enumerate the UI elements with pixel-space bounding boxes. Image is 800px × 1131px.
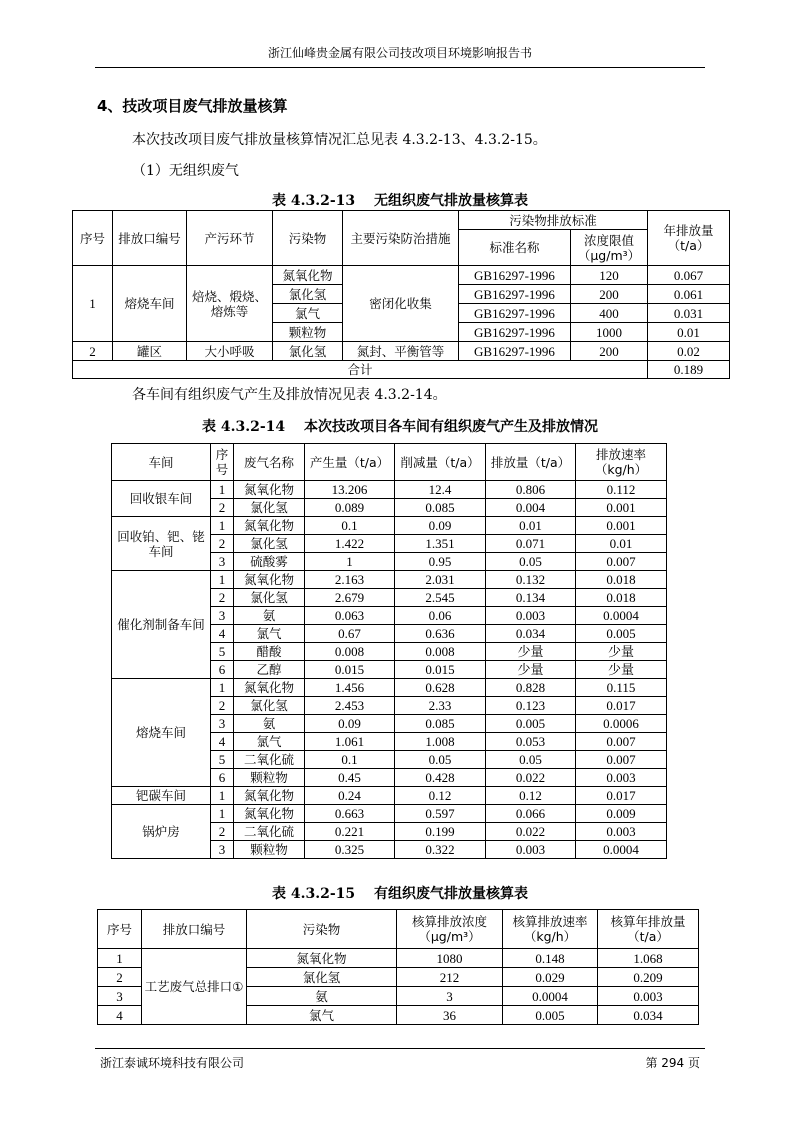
t15-pollutant: 氯化氢 bbox=[247, 968, 397, 987]
t14-seq: 1 bbox=[211, 517, 234, 535]
t13-pollutant: 氮氧化物 bbox=[273, 266, 343, 285]
t14-reduce: 1.351 bbox=[395, 535, 486, 553]
t13-annual: 0.031 bbox=[648, 304, 730, 323]
t13-annual: 0.061 bbox=[648, 285, 730, 304]
t14-seq: 1 bbox=[211, 805, 234, 823]
footer-company: 浙江泰诚环境科技有限公司 bbox=[100, 1056, 245, 1070]
t14-rate: 少量 bbox=[576, 661, 667, 679]
t14-seq: 3 bbox=[211, 715, 234, 733]
t14-reduce: 0.05 bbox=[395, 751, 486, 769]
t15-conc: 36 bbox=[397, 1006, 503, 1025]
t14-seq: 5 bbox=[211, 751, 234, 769]
t14-gas: 颗粒物 bbox=[234, 841, 305, 859]
t15-conc: 3 bbox=[397, 987, 503, 1006]
t14-gas: 二氧化硫 bbox=[234, 823, 305, 841]
t14-reduce: 0.015 bbox=[395, 661, 486, 679]
t14-emit: 0.022 bbox=[486, 769, 576, 787]
t14-reduce: 0.636 bbox=[395, 625, 486, 643]
t13-process: 大小呼吸 bbox=[187, 342, 273, 361]
table-row bbox=[112, 571, 667, 589]
t13-pollutant: 氯化氢 bbox=[273, 342, 343, 361]
t14-head-produce: 产生量（t/a） bbox=[305, 444, 395, 481]
table-row bbox=[112, 517, 667, 535]
t14-produce: 0.1 bbox=[305, 751, 395, 769]
t14-seq: 4 bbox=[211, 733, 234, 751]
t14-workshop: 催化剂制备车间 bbox=[112, 571, 211, 679]
t15-rate: 0.029 bbox=[503, 968, 598, 987]
t14-gas: 氯化氢 bbox=[234, 535, 305, 553]
t14-rate: 0.112 bbox=[576, 481, 667, 499]
t13-head-annual: 年排放量（t/a） bbox=[648, 211, 730, 266]
t15-head-conc: 核算排放浓度（μg/m³） bbox=[397, 910, 503, 949]
t14-reduce: 2.545 bbox=[395, 589, 486, 607]
t15-seq: 3 bbox=[98, 987, 142, 1006]
t14-produce: 0.008 bbox=[305, 643, 395, 661]
t14-emit: 0.053 bbox=[486, 733, 576, 751]
t14-reduce: 0.597 bbox=[395, 805, 486, 823]
t14-rate: 0.007 bbox=[576, 751, 667, 769]
t15-pollutant: 氮氧化物 bbox=[247, 949, 397, 968]
t14-reduce: 0.628 bbox=[395, 679, 486, 697]
table-row bbox=[112, 787, 667, 805]
t14-emit: 0.05 bbox=[486, 751, 576, 769]
t14-head-gas: 废气名称 bbox=[234, 444, 305, 481]
t14-workshop: 回收铂、钯、铑车间 bbox=[112, 517, 211, 571]
t14-reduce: 0.085 bbox=[395, 715, 486, 733]
t13-head-outlet: 排放口编号 bbox=[113, 211, 187, 266]
t14-rate: 0.001 bbox=[576, 499, 667, 517]
t14-reduce: 12.4 bbox=[395, 481, 486, 499]
table13-caption: 表 4.3.2-13 无组织废气排放量核算表 bbox=[271, 193, 528, 209]
t13-limit: 400 bbox=[571, 304, 648, 323]
t14-reduce: 1.008 bbox=[395, 733, 486, 751]
t14-emit: 0.022 bbox=[486, 823, 576, 841]
t14-gas: 乙醇 bbox=[234, 661, 305, 679]
t14-rate: 0.005 bbox=[576, 625, 667, 643]
t14-gas: 氮氧化物 bbox=[234, 679, 305, 697]
t14-rate: 0.017 bbox=[576, 697, 667, 715]
t14-rate: 0.003 bbox=[576, 769, 667, 787]
t14-seq: 2 bbox=[211, 697, 234, 715]
t14-emit: 0.034 bbox=[486, 625, 576, 643]
t14-produce: 0.015 bbox=[305, 661, 395, 679]
t15-conc: 1080 bbox=[397, 949, 503, 968]
t15-annual: 0.003 bbox=[598, 987, 699, 1006]
t14-reduce: 0.322 bbox=[395, 841, 486, 859]
t15-head-annual: 核算年排放量（t/a） bbox=[598, 910, 699, 949]
t14-seq: 2 bbox=[211, 535, 234, 553]
t14-reduce: 0.199 bbox=[395, 823, 486, 841]
table15-caption: 表 4.3.2-15 有组织废气排放量核算表 bbox=[271, 886, 528, 902]
t14-workshop: 锅炉房 bbox=[112, 805, 211, 859]
t13-outlet: 熔烧车间 bbox=[113, 266, 187, 342]
t14-seq: 3 bbox=[211, 553, 234, 571]
footer-rule bbox=[95, 1048, 705, 1049]
t13-outlet: 罐区 bbox=[113, 342, 187, 361]
t15-pollutant: 氨 bbox=[247, 987, 397, 1006]
t14-emit: 0.003 bbox=[486, 607, 576, 625]
t14-workshop: 钯碳车间 bbox=[112, 787, 211, 805]
t13-measure: 密闭化收集 bbox=[343, 266, 459, 342]
t14-gas: 氯化氢 bbox=[234, 499, 305, 517]
t14-seq: 3 bbox=[211, 607, 234, 625]
t14-workshop: 回收银车间 bbox=[112, 481, 211, 517]
running-header: 浙江仙峰贵金属有限公司技改项目环境影响报告书 bbox=[267, 46, 532, 60]
table14 bbox=[111, 443, 667, 859]
t14-gas: 颗粒物 bbox=[234, 769, 305, 787]
t14-rate: 0.018 bbox=[576, 589, 667, 607]
t14-gas: 二氧化硫 bbox=[234, 751, 305, 769]
t14-seq: 4 bbox=[211, 625, 234, 643]
t14-reduce: 0.06 bbox=[395, 607, 486, 625]
t13-annual: 0.02 bbox=[648, 342, 730, 361]
t15-head-rate: 核算排放速率（kg/h） bbox=[503, 910, 598, 949]
t15-head-seq: 序号 bbox=[98, 910, 142, 949]
t14-emit: 0.123 bbox=[486, 697, 576, 715]
t14-produce: 2.453 bbox=[305, 697, 395, 715]
t14-reduce: 0.95 bbox=[395, 553, 486, 571]
t14-rate: 少量 bbox=[576, 643, 667, 661]
t14-gas: 醋酸 bbox=[234, 643, 305, 661]
t14-produce: 1.061 bbox=[305, 733, 395, 751]
t15-annual: 1.068 bbox=[598, 949, 699, 968]
t15-outlet: 工艺废气总排口① bbox=[142, 949, 247, 1025]
t13-limit: 120 bbox=[571, 266, 648, 285]
t14-emit: 0.01 bbox=[486, 517, 576, 535]
table14-caption: 表 4.3.2-14 本次技改项目各车间有组织废气产生及排放情况 bbox=[201, 419, 598, 435]
t13-annual: 0.01 bbox=[648, 323, 730, 342]
t14-emit: 0.12 bbox=[486, 787, 576, 805]
t15-rate: 0.148 bbox=[503, 949, 598, 968]
t14-produce: 0.09 bbox=[305, 715, 395, 733]
table15 bbox=[97, 909, 699, 1025]
subheading-fugitive: （1）无组织废气 bbox=[132, 163, 239, 179]
t14-seq: 2 bbox=[211, 499, 234, 517]
t14-emit: 0.003 bbox=[486, 841, 576, 859]
t14-workshop: 熔烧车间 bbox=[112, 679, 211, 787]
t14-emit: 少量 bbox=[486, 643, 576, 661]
t13-total-value: 0.189 bbox=[648, 361, 730, 379]
t15-conc: 212 bbox=[397, 968, 503, 987]
t14-rate: 0.007 bbox=[576, 733, 667, 751]
t14-emit: 少量 bbox=[486, 661, 576, 679]
footer-page-number: 第 294 页 bbox=[645, 1056, 700, 1070]
t14-head-seq: 序号 bbox=[211, 444, 234, 481]
table-row bbox=[112, 679, 667, 697]
t14-produce: 1.422 bbox=[305, 535, 395, 553]
t14-head-workshop: 车间 bbox=[112, 444, 211, 481]
t14-produce: 0.221 bbox=[305, 823, 395, 841]
t14-emit: 0.132 bbox=[486, 571, 576, 589]
t15-head-pollutant: 污染物 bbox=[247, 910, 397, 949]
t14-rate: 0.115 bbox=[576, 679, 667, 697]
header-rule bbox=[95, 67, 705, 68]
t14-produce: 0.45 bbox=[305, 769, 395, 787]
t14-rate: 0.0006 bbox=[576, 715, 667, 733]
t13-std: GB16297-1996 bbox=[459, 342, 571, 361]
t14-emit: 0.828 bbox=[486, 679, 576, 697]
t14-reduce: 0.12 bbox=[395, 787, 486, 805]
t13-head-seq: 序号 bbox=[73, 211, 113, 266]
t14-rate: 0.018 bbox=[576, 571, 667, 589]
t14-head-emit: 排放量（t/a） bbox=[486, 444, 576, 481]
t14-rate: 0.009 bbox=[576, 805, 667, 823]
t14-produce: 1.456 bbox=[305, 679, 395, 697]
t13-std: GB16297-1996 bbox=[459, 304, 571, 323]
t14-gas: 硫酸雾 bbox=[234, 553, 305, 571]
table13 bbox=[72, 210, 730, 379]
t13-limit: 200 bbox=[571, 285, 648, 304]
t14-seq: 5 bbox=[211, 643, 234, 661]
t14-rate: 0.0004 bbox=[576, 841, 667, 859]
t14-produce: 0.663 bbox=[305, 805, 395, 823]
t15-seq: 2 bbox=[98, 968, 142, 987]
t14-emit: 0.806 bbox=[486, 481, 576, 499]
t15-annual: 0.034 bbox=[598, 1006, 699, 1025]
t14-produce: 2.163 bbox=[305, 571, 395, 589]
t14-gas: 氯气 bbox=[234, 733, 305, 751]
t13-std: GB16297-1996 bbox=[459, 285, 571, 304]
t14-gas: 氮氧化物 bbox=[234, 517, 305, 535]
t14-produce: 0.063 bbox=[305, 607, 395, 625]
t14-gas: 氮氧化物 bbox=[234, 571, 305, 589]
t14-reduce: 0.09 bbox=[395, 517, 486, 535]
t13-pollutant: 颗粒物 bbox=[273, 323, 343, 342]
t14-gas: 氨 bbox=[234, 607, 305, 625]
t14-seq: 6 bbox=[211, 661, 234, 679]
table14-intro: 各车间有组织废气产生及排放情况见表 4.3.2-14。 bbox=[132, 387, 447, 403]
t14-produce: 1 bbox=[305, 553, 395, 571]
t14-rate: 0.017 bbox=[576, 787, 667, 805]
t14-produce: 0.67 bbox=[305, 625, 395, 643]
t14-gas: 氯气 bbox=[234, 625, 305, 643]
t14-gas: 氯化氢 bbox=[234, 589, 305, 607]
t14-reduce: 0.085 bbox=[395, 499, 486, 517]
t15-seq: 1 bbox=[98, 949, 142, 968]
t14-reduce: 2.33 bbox=[395, 697, 486, 715]
t13-head-standard-group: 污染物排放标准 bbox=[459, 211, 648, 230]
t14-emit: 0.05 bbox=[486, 553, 576, 571]
t14-seq: 2 bbox=[211, 823, 234, 841]
t15-head-outlet: 排放口编号 bbox=[142, 910, 247, 949]
t13-pollutant: 氯化氢 bbox=[273, 285, 343, 304]
t15-rate: 0.005 bbox=[503, 1006, 598, 1025]
t14-rate: 0.01 bbox=[576, 535, 667, 553]
t14-seq: 2 bbox=[211, 589, 234, 607]
t14-gas: 氮氧化物 bbox=[234, 805, 305, 823]
t14-produce: 2.679 bbox=[305, 589, 395, 607]
t13-head-process: 产污环节 bbox=[187, 211, 273, 266]
t13-head-limit: 浓度限值（μg/m³） bbox=[571, 230, 648, 266]
t14-reduce: 2.031 bbox=[395, 571, 486, 589]
t15-annual: 0.209 bbox=[598, 968, 699, 987]
t13-measure: 氮封、平衡管等 bbox=[343, 342, 459, 361]
table-row bbox=[112, 481, 667, 499]
t14-head-reduce: 削减量（t/a） bbox=[395, 444, 486, 481]
t14-seq: 1 bbox=[211, 571, 234, 589]
t14-head-rate: 排放速率（kg/h） bbox=[576, 444, 667, 481]
t14-rate: 0.0004 bbox=[576, 607, 667, 625]
t14-gas: 氨 bbox=[234, 715, 305, 733]
t13-limit: 1000 bbox=[571, 323, 648, 342]
t14-seq: 1 bbox=[211, 787, 234, 805]
t13-std: GB16297-1996 bbox=[459, 266, 571, 285]
table-row bbox=[112, 805, 667, 823]
t14-gas: 氮氧化物 bbox=[234, 481, 305, 499]
t14-emit: 0.071 bbox=[486, 535, 576, 553]
section-heading: 4、技改项目废气排放量核算 bbox=[97, 97, 288, 115]
t13-pollutant: 氯气 bbox=[273, 304, 343, 323]
t14-emit: 0.004 bbox=[486, 499, 576, 517]
t14-reduce: 0.428 bbox=[395, 769, 486, 787]
t14-rate: 0.001 bbox=[576, 517, 667, 535]
t15-pollutant: 氯气 bbox=[247, 1006, 397, 1025]
t14-seq: 1 bbox=[211, 679, 234, 697]
t14-seq: 3 bbox=[211, 841, 234, 859]
t14-rate: 0.003 bbox=[576, 823, 667, 841]
t14-seq: 6 bbox=[211, 769, 234, 787]
t14-produce: 0.325 bbox=[305, 841, 395, 859]
t14-rate: 0.007 bbox=[576, 553, 667, 571]
t13-head-measure: 主要污染防治措施 bbox=[343, 211, 459, 266]
t13-process: 焙烧、煅烧、熔炼等 bbox=[187, 266, 273, 342]
t13-seq: 1 bbox=[73, 266, 113, 342]
t13-total-label: 合计 bbox=[73, 361, 648, 379]
t14-produce: 13.206 bbox=[305, 481, 395, 499]
t14-seq: 1 bbox=[211, 481, 234, 499]
t13-head-standard-name: 标准名称 bbox=[459, 230, 571, 266]
t14-produce: 0.1 bbox=[305, 517, 395, 535]
t13-annual: 0.067 bbox=[648, 266, 730, 285]
t14-emit: 0.005 bbox=[486, 715, 576, 733]
t14-emit: 0.134 bbox=[486, 589, 576, 607]
t14-produce: 0.24 bbox=[305, 787, 395, 805]
t13-limit: 200 bbox=[571, 342, 648, 361]
t13-head-pollutant: 污染物 bbox=[273, 211, 343, 266]
t14-gas: 氯化氢 bbox=[234, 697, 305, 715]
t13-std: GB16297-1996 bbox=[459, 323, 571, 342]
t14-reduce: 0.008 bbox=[395, 643, 486, 661]
t15-rate: 0.0004 bbox=[503, 987, 598, 1006]
t14-produce: 0.089 bbox=[305, 499, 395, 517]
intro-paragraph: 本次技改项目废气排放量核算情况汇总见表 4.3.2-13、4.3.2-15。 bbox=[132, 132, 547, 148]
t14-emit: 0.066 bbox=[486, 805, 576, 823]
t13-seq: 2 bbox=[73, 342, 113, 361]
t15-seq: 4 bbox=[98, 1006, 142, 1025]
t14-gas: 氮氧化物 bbox=[234, 787, 305, 805]
